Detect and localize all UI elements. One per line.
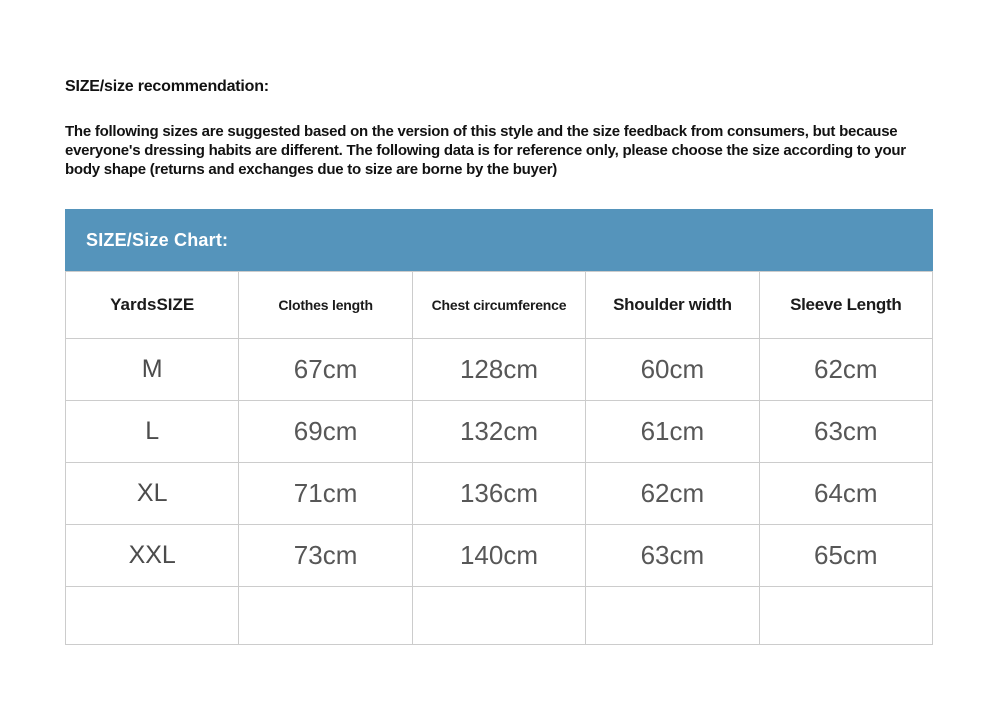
empty-cell — [759, 587, 932, 645]
size-chart-banner-title: SIZE/Size Chart: — [86, 229, 229, 250]
clothes-length-cell: 73cm — [239, 525, 412, 587]
size-chart-table — [65, 271, 933, 645]
column-header-sleeve-length: Sleeve Length — [759, 272, 932, 339]
clothes-length-cell: 71cm — [239, 463, 412, 525]
size-chart-header-row — [66, 272, 933, 339]
table-row-m — [66, 339, 933, 401]
table-row-xxl — [66, 525, 933, 587]
size-chart-banner — [65, 209, 933, 271]
size-disclaimer-text: The following sizes are suggested based on the version of this style and the size feedback from consumers, but because everyone's dressing habits are different. The following data is for reference only, please choose the size according to your body shape (returns and exchanges due to size are borne by the buyer) — [65, 123, 906, 178]
sleeve-length-cell: 63cm — [759, 401, 932, 463]
column-header-chest-circumference: Chest circumference — [412, 272, 585, 339]
empty-cell — [412, 587, 585, 645]
clothes-length-cell: 69cm — [239, 401, 412, 463]
size-label-cell: XXL — [66, 525, 239, 587]
empty-cell — [66, 587, 239, 645]
size-label-cell: L — [66, 401, 239, 463]
size-label-cell: M — [66, 339, 239, 401]
column-header-shoulder-width: Shoulder width — [586, 272, 759, 339]
shoulder-width-cell: 61cm — [586, 401, 759, 463]
shoulder-width-cell: 62cm — [586, 463, 759, 525]
chest-circumference-cell: 132cm — [412, 401, 585, 463]
chest-circumference-cell: 136cm — [412, 463, 585, 525]
empty-cell — [586, 587, 759, 645]
shoulder-width-cell: 60cm — [586, 339, 759, 401]
table-row-empty — [66, 587, 933, 645]
empty-cell — [239, 587, 412, 645]
sleeve-length-cell: 62cm — [759, 339, 932, 401]
table-row-xl — [66, 463, 933, 525]
size-label-cell: XL — [66, 463, 239, 525]
clothes-length-cell: 67cm — [239, 339, 412, 401]
sleeve-length-cell: 65cm — [759, 525, 932, 587]
shoulder-width-cell: 63cm — [586, 525, 759, 587]
sleeve-length-cell: 64cm — [759, 463, 932, 525]
chest-circumference-cell: 140cm — [412, 525, 585, 587]
section-title: SIZE/size recommendation: — [65, 78, 269, 95]
chest-circumference-cell: 128cm — [412, 339, 585, 401]
table-row-l — [66, 401, 933, 463]
column-header-size: YardsSIZE — [66, 272, 239, 339]
column-header-clothes-length: Clothes length — [239, 272, 412, 339]
